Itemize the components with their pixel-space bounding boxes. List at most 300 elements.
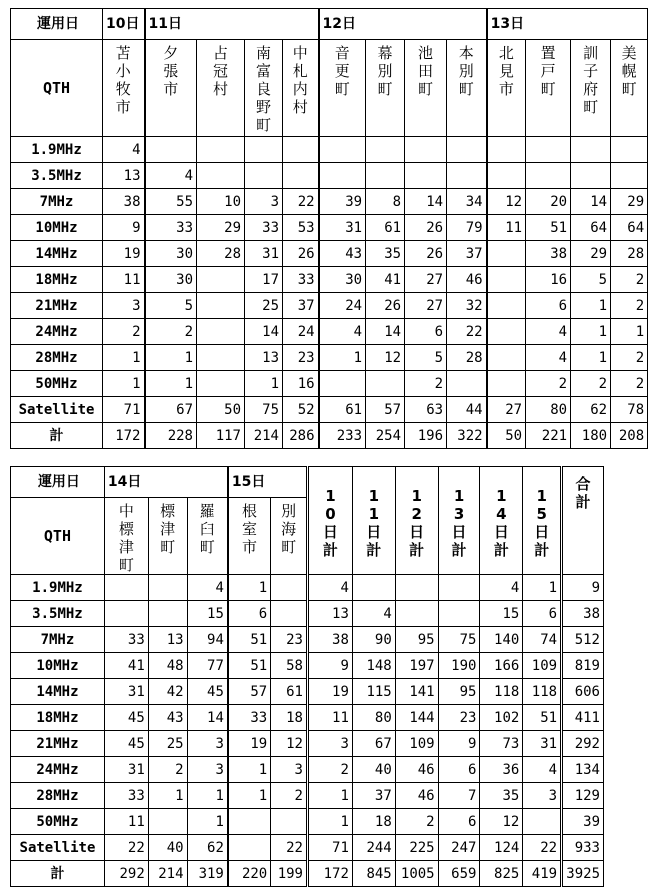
town-name: [319, 40, 366, 137]
qso-count: 15: [187, 601, 228, 627]
day-total-header-text: 12日計: [409, 487, 425, 559]
day-total-count: 80: [352, 705, 395, 731]
qso-count: [319, 163, 366, 189]
qso-count: [447, 163, 487, 189]
qso-count: 2: [571, 371, 611, 397]
table-row: [11, 215, 648, 241]
qso-count: 4: [526, 345, 571, 371]
day-total-count: 74: [523, 627, 562, 653]
day-total-count: 12: [480, 809, 523, 835]
qso-count: 22: [447, 319, 487, 345]
table-row: [11, 345, 648, 371]
day-total-count: 845: [352, 861, 395, 887]
qso-count: 1: [228, 757, 271, 783]
qso-count: [487, 241, 526, 267]
qso-count: [319, 137, 366, 163]
qso-count: [487, 293, 526, 319]
qso-count: 3: [271, 757, 308, 783]
day-total-count: [523, 809, 562, 835]
qso-count: 38: [103, 189, 145, 215]
town-name-text: 本別町: [458, 44, 474, 98]
band-label: 50MHz: [11, 809, 105, 835]
qso-count: 11: [103, 267, 145, 293]
day-total-count: 825: [480, 861, 523, 887]
town-name: [283, 40, 319, 137]
town-name-text: 中標津町: [118, 502, 134, 574]
day-total-count: 13: [307, 601, 352, 627]
table-row: [11, 731, 604, 757]
day-total-count: 1: [523, 575, 562, 601]
day-total-count: 6: [438, 757, 480, 783]
day-total-count: 115: [352, 679, 395, 705]
qso-count: 33: [283, 267, 319, 293]
band-label: 3.5MHz: [11, 163, 103, 189]
qso-count: 1: [103, 345, 145, 371]
qso-count: 42: [148, 679, 187, 705]
day-total-count: 46: [395, 757, 438, 783]
day-total-count: 1: [307, 809, 352, 835]
qso-count: [271, 809, 308, 835]
day-total-count: 247: [438, 835, 480, 861]
qso-count: 3: [103, 293, 145, 319]
total-count: 254: [366, 423, 405, 449]
town-name-text: 美幌町: [621, 44, 637, 98]
qso-count: 80: [526, 397, 571, 423]
day-total-count: 9: [307, 653, 352, 679]
qso-count: 2: [611, 293, 648, 319]
qso-count: 30: [319, 267, 366, 293]
qso-count: 34: [447, 189, 487, 215]
total-row: [11, 861, 604, 887]
total-count: 214: [148, 861, 187, 887]
day-total-count: 95: [395, 627, 438, 653]
day-total-count: 148: [352, 653, 395, 679]
qso-count: [405, 163, 447, 189]
qso-count: 67: [145, 397, 197, 423]
qso-count: 29: [571, 241, 611, 267]
qso-count: [197, 371, 245, 397]
qso-count: 61: [319, 397, 366, 423]
town-name: [366, 40, 405, 137]
qso-count: 64: [611, 215, 648, 241]
day-total-count: 109: [395, 731, 438, 757]
town-name: [187, 498, 228, 575]
qso-count: 62: [571, 397, 611, 423]
town-name-text: 北見市: [498, 44, 514, 98]
qso-count: 11: [487, 215, 526, 241]
qso-count: 46: [447, 267, 487, 293]
band-label: 14MHz: [11, 241, 103, 267]
day-header: 10日: [103, 9, 145, 40]
town-name: [148, 498, 187, 575]
qso-count: 26: [283, 241, 319, 267]
qso-count: 1: [145, 345, 197, 371]
table-row: [11, 189, 648, 215]
total-count: 233: [319, 423, 366, 449]
qso-count: 53: [283, 215, 319, 241]
qso-count: 33: [104, 783, 148, 809]
day-total-count: 38: [307, 627, 352, 653]
day-total-count: 172: [307, 861, 352, 887]
qso-count: 1: [571, 293, 611, 319]
qso-count: 32: [447, 293, 487, 319]
day-total-count: 140: [480, 627, 523, 653]
qso-count: 3: [245, 189, 283, 215]
day-total-count: 6: [438, 809, 480, 835]
band-label: 24MHz: [11, 757, 105, 783]
day-total-header-text: 13日計: [451, 487, 467, 559]
band-label: Satellite: [11, 835, 105, 861]
table-row: [11, 319, 648, 345]
qso-count: 38: [526, 241, 571, 267]
qso-count: 30: [145, 241, 197, 267]
total-count: 180: [571, 423, 611, 449]
qso-count: 31: [319, 215, 366, 241]
grand-total-count: 3925: [562, 861, 604, 887]
qso-count: 13: [103, 163, 145, 189]
day-total-count: 197: [395, 653, 438, 679]
day-total-header: [352, 467, 395, 575]
band-label: Satellite: [11, 397, 103, 423]
day-header: 11日: [145, 9, 319, 40]
qso-count: 27: [487, 397, 526, 423]
qso-count: [366, 137, 405, 163]
qso-count: 94: [187, 627, 228, 653]
qso-count: 24: [319, 293, 366, 319]
qso-count: 14: [405, 189, 447, 215]
qso-count: [104, 575, 148, 601]
grand-total-count: 606: [562, 679, 604, 705]
qso-count: [487, 371, 526, 397]
band-label: 24MHz: [11, 319, 103, 345]
qso-count: 28: [447, 345, 487, 371]
total-count: 220: [228, 861, 271, 887]
qso-count: [571, 163, 611, 189]
qso-count: 12: [366, 345, 405, 371]
qso-count: [283, 163, 319, 189]
qso-count: 1: [148, 783, 187, 809]
qso-count: 25: [148, 731, 187, 757]
qso-count: 30: [145, 267, 197, 293]
qso-count: [271, 575, 308, 601]
town-name: [145, 40, 197, 137]
qso-count: 14: [187, 705, 228, 731]
day-total-count: [438, 575, 480, 601]
qso-count: 2: [611, 371, 648, 397]
town-name-text: 苫小牧市: [115, 44, 131, 116]
day-total-header-text: 10日計: [322, 487, 338, 559]
town-name: [103, 40, 145, 137]
day-total-header: [395, 467, 438, 575]
qso-count: 5: [145, 293, 197, 319]
grand-total-count: 9: [562, 575, 604, 601]
qso-count: 1: [103, 371, 145, 397]
total-count: 50: [487, 423, 526, 449]
town-name-text: 別海町: [281, 502, 297, 556]
qso-count: 5: [571, 267, 611, 293]
qso-count: 51: [526, 215, 571, 241]
qso-count: 64: [571, 215, 611, 241]
qso-count: [283, 137, 319, 163]
grand-total-count: 134: [562, 757, 604, 783]
grand-total-count: 39: [562, 809, 604, 835]
table-row: [11, 601, 604, 627]
day-total-count: 31: [523, 731, 562, 757]
qso-count: 28: [611, 241, 648, 267]
qso-count: [245, 163, 283, 189]
band-label: 10MHz: [11, 653, 105, 679]
qso-count: 2: [148, 757, 187, 783]
qso-count: [197, 345, 245, 371]
band-label: 21MHz: [11, 731, 105, 757]
day-total-count: 118: [523, 679, 562, 705]
day-total-count: 18: [352, 809, 395, 835]
qso-count: 37: [447, 241, 487, 267]
day-total-count: 124: [480, 835, 523, 861]
day-total-count: 1: [307, 783, 352, 809]
day-total-count: 15: [480, 601, 523, 627]
town-name: [487, 40, 526, 137]
total-count: 221: [526, 423, 571, 449]
day-total-count: 71: [307, 835, 352, 861]
qso-count: 50: [197, 397, 245, 423]
table-row: [11, 293, 648, 319]
day-total-count: 1005: [395, 861, 438, 887]
grand-total-header: [562, 467, 604, 575]
table-row: [11, 627, 604, 653]
qso-count: 37: [283, 293, 319, 319]
band-label: 7MHz: [11, 189, 103, 215]
qso-count: 77: [187, 653, 228, 679]
qso-count: [487, 163, 526, 189]
qso-count: 33: [245, 215, 283, 241]
total-count: 196: [405, 423, 447, 449]
qso-count: 5: [405, 345, 447, 371]
qso-count: 2: [145, 319, 197, 345]
day-total-count: 51: [523, 705, 562, 731]
day-total-header-text: 15日計: [534, 487, 550, 559]
qso-count: [197, 163, 245, 189]
qso-count: 22: [104, 835, 148, 861]
grand-total-header-text: 合計: [575, 475, 591, 511]
town-name-text: 占冠村: [212, 44, 228, 98]
day-total-count: 6: [523, 601, 562, 627]
day-total-count: 4: [307, 575, 352, 601]
qso-count: 26: [366, 293, 405, 319]
qso-count: 41: [104, 653, 148, 679]
town-name: [197, 40, 245, 137]
qso-count: 24: [283, 319, 319, 345]
qso-count: [228, 809, 271, 835]
table-row: [11, 163, 648, 189]
day-total-count: 166: [480, 653, 523, 679]
qso-count: 51: [228, 627, 271, 653]
qso-count: [366, 371, 405, 397]
town-name: [611, 40, 648, 137]
qso-count: [611, 163, 648, 189]
band-label: 14MHz: [11, 679, 105, 705]
qso-count: 6: [228, 601, 271, 627]
qso-count: 11: [104, 809, 148, 835]
qso-count: 2: [271, 783, 308, 809]
band-label: 21MHz: [11, 293, 103, 319]
qso-count: 44: [447, 397, 487, 423]
day-total-count: [395, 575, 438, 601]
grand-total-count: 933: [562, 835, 604, 861]
band-label: 1.9MHz: [11, 137, 103, 163]
qso-count: 41: [366, 267, 405, 293]
qso-count: 1: [145, 371, 197, 397]
town-name-text: 音更町: [334, 44, 350, 98]
qso-count: [487, 137, 526, 163]
qso-count: 14: [571, 189, 611, 215]
qso-count: 27: [405, 293, 447, 319]
qso-count: [487, 267, 526, 293]
day-total-count: 225: [395, 835, 438, 861]
town-name-text: 幕別町: [377, 44, 393, 98]
day-header: 13日: [487, 9, 648, 40]
qso-count: [245, 137, 283, 163]
operation-day-label: 運用日: [11, 467, 105, 498]
band-label: 28MHz: [11, 345, 103, 371]
band-label: 1.9MHz: [11, 575, 105, 601]
town-name-text: 標津町: [160, 502, 176, 556]
qso-count: 33: [228, 705, 271, 731]
qso-count: 78: [611, 397, 648, 423]
day-total-count: 144: [395, 705, 438, 731]
day-total-count: [395, 601, 438, 627]
table-row: [11, 653, 604, 679]
table-lower: [10, 466, 604, 887]
qso-count: 14: [366, 319, 405, 345]
band-label: 18MHz: [11, 267, 103, 293]
qso-count: 19: [103, 241, 145, 267]
qso-count: 2: [103, 319, 145, 345]
total-count: 322: [447, 423, 487, 449]
qso-count: 6: [526, 293, 571, 319]
qso-count: 20: [526, 189, 571, 215]
day-total-header-text: 11日計: [366, 487, 382, 559]
qso-count: 16: [526, 267, 571, 293]
qso-count: [148, 575, 187, 601]
qso-count: 19: [228, 731, 271, 757]
qso-count: 4: [526, 319, 571, 345]
qso-count: [148, 809, 187, 835]
day-total-count: 7: [438, 783, 480, 809]
qso-count: 1: [187, 783, 228, 809]
qso-count: 2: [611, 267, 648, 293]
day-total-count: 419: [523, 861, 562, 887]
qso-count: 29: [611, 189, 648, 215]
table-row: [11, 679, 604, 705]
table-row: [11, 241, 648, 267]
qso-count: 1: [245, 371, 283, 397]
day-total-count: 35: [480, 783, 523, 809]
day-header: 14日: [104, 467, 227, 498]
qso-count: 1: [187, 809, 228, 835]
qso-count: 10: [197, 189, 245, 215]
qso-count: 23: [283, 345, 319, 371]
qso-count: 23: [271, 627, 308, 653]
qso-count: 2: [405, 371, 447, 397]
table-row: [11, 705, 604, 731]
town-name-text: 置戸町: [540, 44, 556, 98]
qso-count: 45: [187, 679, 228, 705]
qso-count: [447, 371, 487, 397]
qso-count: 75: [245, 397, 283, 423]
qth-label: QTH: [11, 498, 105, 575]
qso-count: 3: [187, 731, 228, 757]
town-name: [245, 40, 283, 137]
total-count: 208: [611, 423, 648, 449]
town-row: [11, 40, 648, 137]
total-count: 172: [103, 423, 145, 449]
day-total-count: 75: [438, 627, 480, 653]
total-count: 292: [104, 861, 148, 887]
qso-count: 40: [148, 835, 187, 861]
qso-count: 16: [283, 371, 319, 397]
qso-count: [611, 137, 648, 163]
table-row: [11, 783, 604, 809]
qso-count: 26: [405, 215, 447, 241]
qso-count: 45: [104, 705, 148, 731]
day-total-count: 659: [438, 861, 480, 887]
band-label: 7MHz: [11, 627, 105, 653]
day-total-count: 102: [480, 705, 523, 731]
day-total-header: [480, 467, 523, 575]
qso-count: 43: [148, 705, 187, 731]
day-total-count: 4: [480, 575, 523, 601]
day-header: 12日: [319, 9, 487, 40]
band-label: 50MHz: [11, 371, 103, 397]
total-count: 214: [245, 423, 283, 449]
qso-count: 61: [271, 679, 308, 705]
qso-count: 31: [104, 757, 148, 783]
day-total-count: 2: [395, 809, 438, 835]
band-label: 10MHz: [11, 215, 103, 241]
qso-count: [197, 267, 245, 293]
qso-count: 22: [271, 835, 308, 861]
qso-count: 35: [366, 241, 405, 267]
qso-count: [526, 137, 571, 163]
qso-count: 71: [103, 397, 145, 423]
town-name: [571, 40, 611, 137]
qso-count: 8: [366, 189, 405, 215]
qso-count: 52: [283, 397, 319, 423]
qso-count: [366, 163, 405, 189]
operation-day-label: 運用日: [11, 9, 103, 40]
qso-count: 18: [271, 705, 308, 731]
day-total-count: 36: [480, 757, 523, 783]
grand-total-count: 411: [562, 705, 604, 731]
total-label: 計: [11, 423, 103, 449]
day-total-count: [352, 575, 395, 601]
qso-count: 1: [228, 783, 271, 809]
qso-count: 31: [245, 241, 283, 267]
day-total-count: 109: [523, 653, 562, 679]
qso-count: 27: [405, 267, 447, 293]
day-total-count: 95: [438, 679, 480, 705]
qso-count: 1: [228, 575, 271, 601]
total-count: 286: [283, 423, 319, 449]
town-name: [104, 498, 148, 575]
grand-total-count: 819: [562, 653, 604, 679]
band-label: 28MHz: [11, 783, 105, 809]
day-total-count: 23: [438, 705, 480, 731]
table-row: [11, 575, 604, 601]
qso-count: 4: [145, 163, 197, 189]
town-name-text: 南富良野町: [255, 44, 271, 134]
